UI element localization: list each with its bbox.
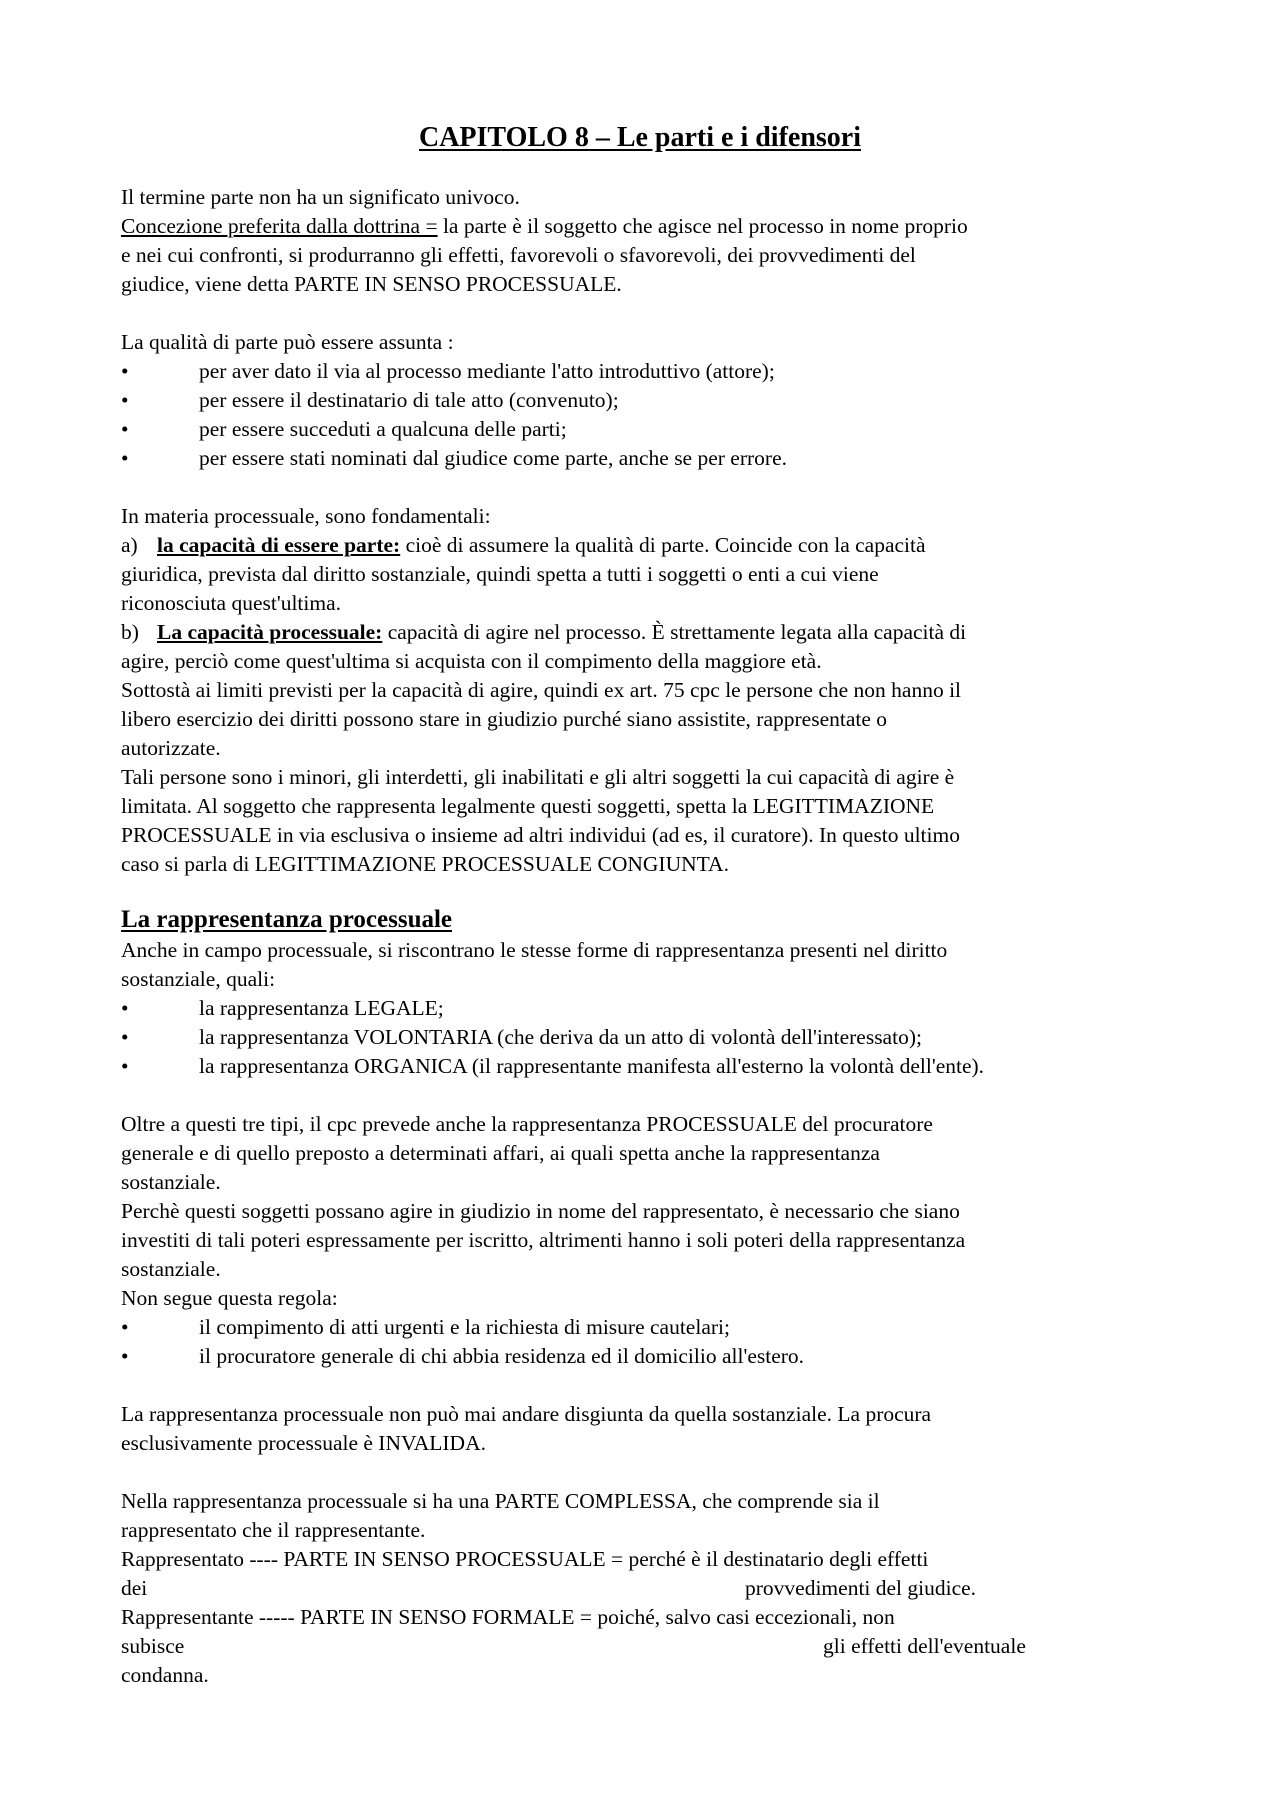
intro-section bbox=[121, 183, 1151, 879]
title-text: CAPITOLO 8 – Le parti e i difensori bbox=[418, 122, 862, 153]
paragraph-line: investiti di tali poteri espressamente per iscritto, altrimenti hanno i soli poteri della rappresentanza bbox=[121, 1228, 966, 1252]
split-left: subisce bbox=[121, 1634, 185, 1658]
intro-line: e nei cui confronti, si produrranno gli effetti, favorevoli o sfavorevoli, dei provvedimenti del bbox=[121, 243, 916, 267]
paragraph-line: limitata. Al soggetto che rappresenta legalmente questi soggetti, spetta la LEGITTIMAZIONE bbox=[121, 794, 935, 818]
list-item bbox=[121, 415, 1151, 444]
list-item bbox=[121, 1313, 1151, 1342]
bullet-icon: • bbox=[121, 446, 129, 470]
list-item bbox=[121, 386, 1151, 415]
list-item-text: il compimento di atti urgenti e la richiesta di misure cautelari; bbox=[199, 1315, 730, 1339]
bullet-icon: • bbox=[121, 388, 129, 412]
list-item-text: per essere il destinatario di tale atto (convenuto); bbox=[199, 388, 619, 412]
split-left: dei bbox=[121, 1576, 148, 1600]
item-label: a) bbox=[121, 533, 138, 557]
bullet-icon: • bbox=[121, 359, 129, 383]
rappresentato-line bbox=[121, 1574, 1151, 1603]
section-heading: La rappresentanza processuale bbox=[121, 906, 453, 933]
item-b-text: capacità di agire nel processo. È strettamente legata alla capacità di bbox=[382, 620, 967, 644]
list-item-text: la rappresentanza LEGALE; bbox=[199, 996, 444, 1020]
paragraph-line: PROCESSUALE in via esclusiva o insieme ad altri individui (ad es, il curatore). In questo ultimo bbox=[121, 823, 960, 847]
list-item-text: per essere succeduti a qualcuna delle parti; bbox=[199, 417, 567, 441]
list-item bbox=[121, 1342, 1151, 1371]
paragraph-line: generale e di quello preposto a determinati affari, ai quali spetta anche la rappresentanza bbox=[121, 1141, 880, 1165]
item-b-term: La capacità processuale: bbox=[157, 620, 383, 644]
bullet-icon: • bbox=[121, 996, 129, 1020]
paragraph-line: sostanziale, quali: bbox=[121, 967, 276, 991]
bullet-icon: • bbox=[121, 1054, 129, 1078]
bullet-icon: • bbox=[121, 1315, 129, 1339]
list-item-text: la rappresentanza VOLONTARIA (che deriva da un atto di volontà dell'interessato); bbox=[199, 1025, 922, 1049]
paragraph-line: caso si parla di LEGITTIMAZIONE PROCESSUALE CONGIUNTA. bbox=[121, 852, 729, 876]
item-b-line: agire, perciò come quest'ultima si acquista con il compimento della maggiore età. bbox=[121, 649, 822, 673]
list-item-text: la rappresentanza ORGANICA (il rappresentante manifesta all'esterno la volontà dell'ente). bbox=[199, 1054, 985, 1078]
paragraph-line: esclusivamente processuale è INVALIDA. bbox=[121, 1431, 486, 1455]
split-right: gli effetti dell'eventuale bbox=[823, 1634, 1026, 1658]
paragraph-line: Tali persone sono i minori, gli interdetti, gli inabilitati e gli altri soggetti la cui capacità di agire è bbox=[121, 765, 955, 789]
paragraph-line: autorizzate. bbox=[121, 736, 221, 760]
bullet-icon: • bbox=[121, 1025, 129, 1049]
item-a-text: cioè di assumere la qualità di parte. Coincide con la capacità bbox=[400, 533, 926, 557]
list-item-text: per aver dato il via al processo mediante l'atto introduttivo (attore); bbox=[199, 359, 775, 383]
intro-line: giudice, viene detta PARTE IN SENSO PROCESSUALE. bbox=[121, 272, 622, 296]
item-a bbox=[121, 531, 1151, 560]
intro-line: Il termine parte non ha un significato univoco. bbox=[121, 185, 520, 209]
paragraph-line: La rappresentanza processuale non può mai andare disgiunta da quella sostanziale. La procura bbox=[121, 1402, 932, 1426]
page-title bbox=[0, 121, 1280, 155]
intro-line bbox=[121, 212, 1151, 241]
paragraph-line: sostanziale. bbox=[121, 1257, 221, 1281]
definition-term: Concezione preferita dalla dottrina = bbox=[121, 214, 438, 238]
paragraph-line: Nella rappresentanza processuale si ha una PARTE COMPLESSA, che comprende sia il bbox=[121, 1489, 880, 1513]
rappresentante-line: condanna. bbox=[121, 1663, 209, 1687]
item-a-line: giuridica, prevista dal diritto sostanziale, quindi spetta a tutti i soggetti o enti a cui viene bbox=[121, 562, 879, 586]
item-a-term: la capacità di essere parte: bbox=[157, 533, 401, 557]
paragraph-line: rappresentato che il rappresentante. bbox=[121, 1518, 426, 1542]
rappresentanza-section bbox=[121, 904, 1151, 1690]
bullet-icon: • bbox=[121, 1344, 129, 1368]
paragraph-line: libero esercizio dei diritti possono stare in giudizio purché siano assistite, rappresentate o bbox=[121, 707, 888, 731]
paragraph-line: Oltre a questi tre tipi, il cpc prevede anche la rappresentanza PROCESSUALE del procuratore bbox=[121, 1112, 933, 1136]
item-a-line: riconosciuta quest'ultima. bbox=[121, 591, 342, 615]
qualita-lead: La qualità di parte può essere assunta : bbox=[121, 330, 454, 354]
list-item bbox=[121, 1052, 1151, 1081]
rappresentante-line: Rappresentante ----- PARTE IN SENSO FORMALE = poiché, salvo casi eccezionali, non bbox=[121, 1605, 895, 1629]
list-item-text: il procuratore generale di chi abbia residenza ed il domicilio all'estero. bbox=[199, 1344, 805, 1368]
item-b bbox=[121, 618, 1151, 647]
definition-text: la parte è il soggetto che agisce nel processo in nome proprio bbox=[437, 214, 968, 238]
list-item bbox=[121, 1023, 1151, 1052]
list-item bbox=[121, 357, 1151, 386]
rappresentato-line: Rappresentato ---- PARTE IN SENSO PROCESSUALE = perché è il destinatario degli effetti bbox=[121, 1547, 929, 1571]
paragraph-line: Anche in campo processuale, si riscontrano le stesse forme di rappresentanza presenti nel diritto bbox=[121, 938, 948, 962]
list-item-text: per essere stati nominati dal giudice come parte, anche se per errore. bbox=[199, 446, 787, 470]
materia-lead: In materia processuale, sono fondamentali: bbox=[121, 504, 491, 528]
list-item bbox=[121, 994, 1151, 1023]
bullet-icon: • bbox=[121, 417, 129, 441]
paragraph-line: Perchè questi soggetti possano agire in giudizio in nome del rappresentato, è necessario che siano bbox=[121, 1199, 960, 1223]
rappresentante-line bbox=[121, 1632, 1151, 1661]
paragraph-line: sostanziale. bbox=[121, 1170, 221, 1194]
item-label: b) bbox=[121, 620, 139, 644]
split-right: provvedimenti del giudice. bbox=[745, 1576, 977, 1600]
paragraph-line: Sottostà ai limiti previsti per la capacità di agire, quindi ex art. 75 cpc le persone che non hanno il bbox=[121, 678, 962, 702]
list-item bbox=[121, 444, 1151, 473]
paragraph-line: Non segue questa regola: bbox=[121, 1286, 338, 1310]
